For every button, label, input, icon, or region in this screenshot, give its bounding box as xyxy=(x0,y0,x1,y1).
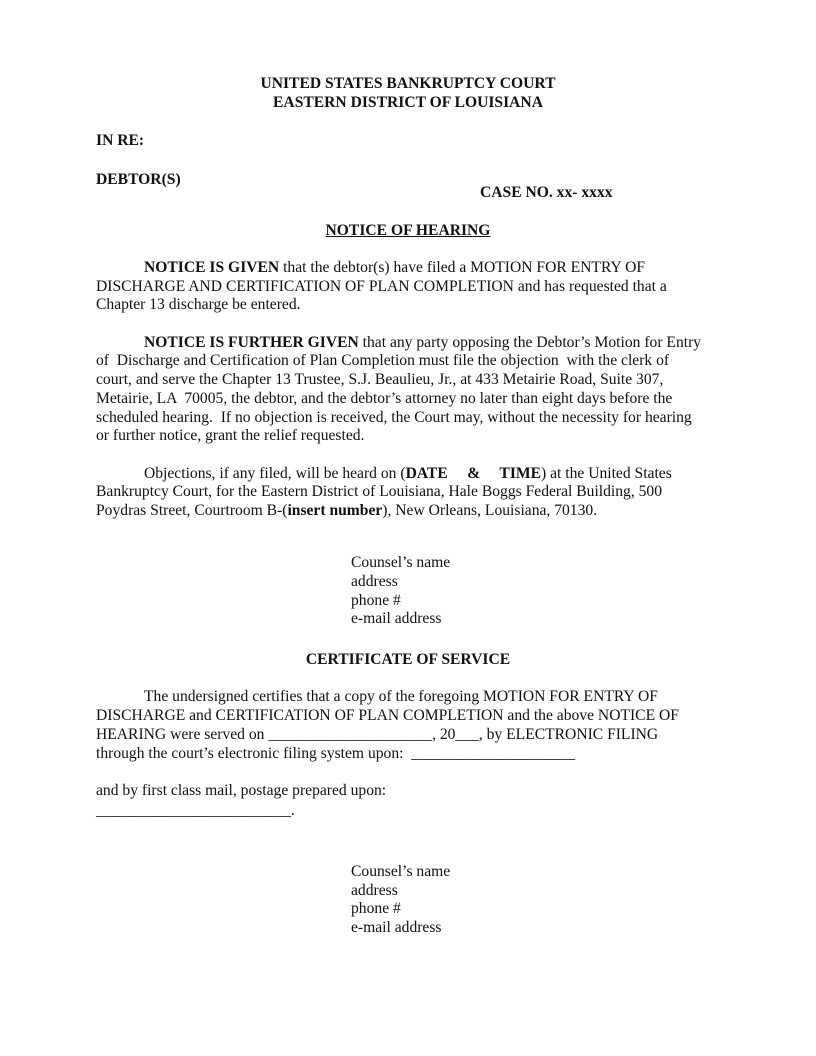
text: e-mail address xyxy=(351,919,442,936)
court-district xyxy=(0,94,816,112)
bold-text: DATE & TIME xyxy=(405,465,542,482)
text: address xyxy=(351,882,398,899)
certificate-para xyxy=(96,726,658,744)
text: HEARING were served on _____________________, 20___, by ELECTRONIC FILING xyxy=(96,726,659,743)
debtor-label xyxy=(96,171,181,189)
counsel-email xyxy=(351,919,442,937)
notice-para-2 xyxy=(144,334,701,352)
certificate-title xyxy=(0,651,816,669)
bold-text: CASE NO. xx- xxxx xyxy=(480,184,613,201)
text: _________________________. xyxy=(96,802,295,819)
certificate-para xyxy=(96,707,679,725)
bold-text: insert number xyxy=(287,502,383,519)
case-number xyxy=(480,184,613,202)
text: Objections, if any filed, will be heard on ( xyxy=(144,465,406,482)
certificate-para xyxy=(144,688,658,706)
text: of Discharge and Certification of Plan Completion must file the objection with the clerk of xyxy=(96,352,670,369)
bold-text: NOTICE OF HEARING xyxy=(325,222,491,239)
notice-para-1 xyxy=(96,278,667,296)
counsel-email xyxy=(351,610,442,628)
text: that any party opposing the Debtor’s Motion for Entry xyxy=(358,334,702,351)
notice-para-1 xyxy=(144,259,645,277)
objections-para xyxy=(144,465,672,483)
in-re-label xyxy=(96,132,144,150)
bold-text: CERTIFICATE OF SERVICE xyxy=(305,651,511,668)
text: that the debtor(s) have filed a MOTION FOR ENTRY OF xyxy=(279,259,646,276)
notice-para-1 xyxy=(96,296,301,314)
text: DISCHARGE AND CERTIFICATION OF PLAN COMPLETION and has requested that a xyxy=(96,278,667,295)
counsel-address xyxy=(351,882,398,900)
objections-para xyxy=(96,483,662,501)
text: e-mail address xyxy=(351,610,442,627)
text: address xyxy=(351,573,398,590)
text: DISCHARGE and CERTIFICATION OF PLAN COMPLETION and the above NOTICE OF xyxy=(96,707,679,724)
text: Counsel’s name xyxy=(351,554,451,571)
notice-title xyxy=(0,222,816,240)
bold-text: NOTICE IS GIVEN xyxy=(144,259,280,276)
text: through the court’s electronic filing system upon: _____________________ xyxy=(96,745,576,762)
text: Metairie, LA 70005, the debtor, and the debtor’s attorney no later than eight days before the xyxy=(96,390,673,407)
text: The undersigned certifies that a copy of the foregoing MOTION FOR ENTRY OF xyxy=(144,688,658,705)
counsel-address xyxy=(351,573,398,591)
text: phone # xyxy=(351,900,401,917)
counsel-phone xyxy=(351,592,401,610)
text: scheduled hearing. If no objection is received, the Court may, without the necessity for hearing xyxy=(96,409,692,426)
text: phone # xyxy=(351,592,401,609)
notice-para-2 xyxy=(96,352,669,370)
objections-para xyxy=(96,502,597,520)
text: court, and serve the Chapter 13 Trustee, S.J. Beaulieu, Jr., at 433 Metairie Road, Suite 307, xyxy=(96,371,664,388)
bold-text: DEBTOR(S) xyxy=(96,171,181,188)
notice-para-2 xyxy=(96,390,672,408)
text: Poydras Street, Courtroom B-( xyxy=(96,502,288,519)
notice-para-2 xyxy=(96,371,663,389)
bold-text: EASTERN DISTRICT OF LOUISIANA xyxy=(273,94,543,111)
notice-para-2 xyxy=(96,409,692,427)
notice-para-2 xyxy=(96,427,364,445)
text: Counsel’s name xyxy=(351,863,451,880)
text: and by first class mail, postage prepared upon: xyxy=(96,782,387,799)
text: or further notice, grant the relief requested. xyxy=(96,427,365,444)
bold-text: IN RE: xyxy=(96,132,145,149)
counsel-name xyxy=(351,554,450,572)
text: Bankruptcy Court, for the Eastern District of Louisiana, Hale Boggs Federal Building, 500 xyxy=(96,483,663,500)
text: ), New Orleans, Louisiana, 70130. xyxy=(382,502,598,519)
text: ) at the United States xyxy=(541,465,672,482)
text: Chapter 13 discharge be entered. xyxy=(96,296,301,313)
court-name xyxy=(0,75,816,93)
counsel-name xyxy=(351,863,450,881)
bold-text: NOTICE IS FURTHER GIVEN xyxy=(144,334,359,351)
mail-service-line xyxy=(96,782,386,800)
counsel-phone xyxy=(351,900,401,918)
mail-service-blank xyxy=(96,802,295,820)
certificate-para xyxy=(96,745,575,763)
bold-text: UNITED STATES BANKRUPTCY COURT xyxy=(260,75,556,92)
